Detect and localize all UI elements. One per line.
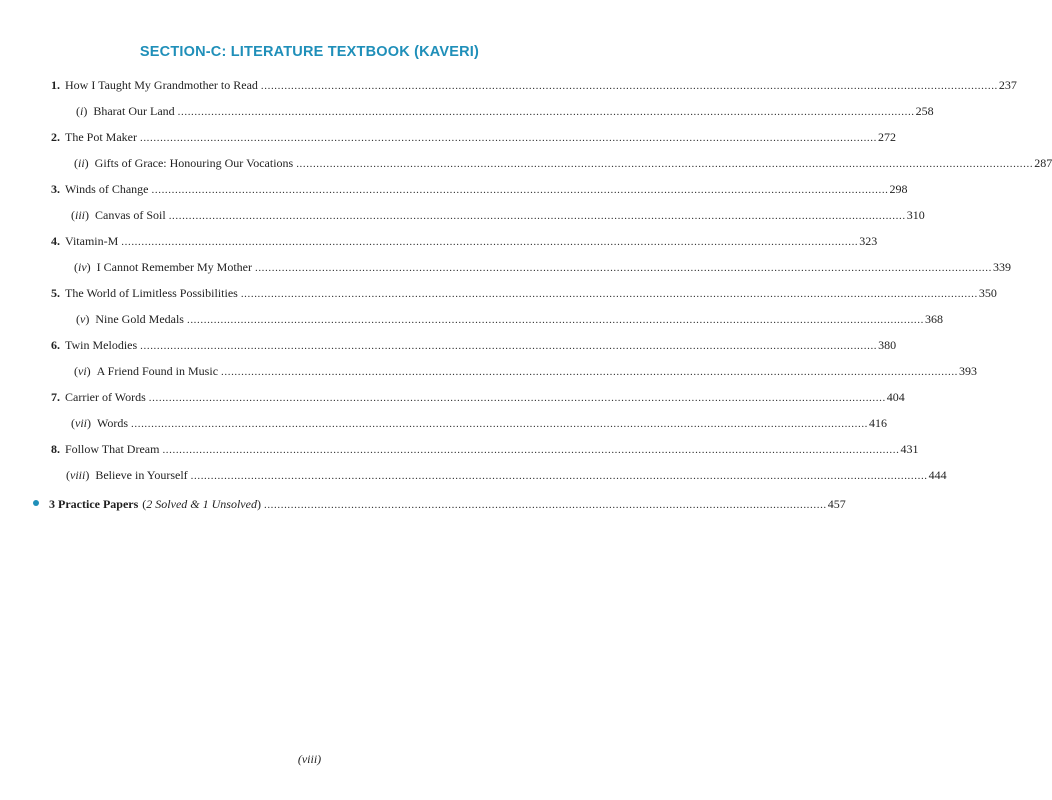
dot-leader: ............................................................................................................................................................................................................................ xyxy=(162,444,900,456)
section-title: SECTION-C: LITERATURE TEXTBOOK (KAVERI) xyxy=(139,44,480,60)
toc-entry[interactable] xyxy=(51,181,908,197)
dot-leader: ............................................................................................................................................................................................................................ xyxy=(139,132,877,144)
entry-title: Canvas of Soil xyxy=(95,208,166,222)
page-number: 416 xyxy=(869,416,888,430)
entry-title: Words xyxy=(97,416,129,430)
entry-roman-numeral: (vi) xyxy=(74,364,91,378)
entry-number: 3. xyxy=(51,182,60,196)
dot-leader: ............................................................................................................................................................................................................................ xyxy=(186,314,924,326)
toc-entry[interactable] xyxy=(74,155,1052,171)
dot-leader: ............................................................................................................................................................................................................................ xyxy=(296,158,1034,170)
toc-entry[interactable] xyxy=(51,285,997,301)
toc-entry[interactable] xyxy=(74,259,1011,275)
entry-number: 1. xyxy=(51,78,60,92)
toc-entry[interactable] xyxy=(76,311,943,327)
toc-entry-practice-papers[interactable] xyxy=(49,496,846,512)
entry-title: Twin Melodies xyxy=(65,338,138,352)
page-number: 272 xyxy=(877,130,896,144)
entry-roman-numeral: (i) xyxy=(76,104,88,118)
toc-entry[interactable] xyxy=(66,467,947,483)
entry-title: The World of Limitless Possibilities xyxy=(65,286,238,300)
toc-entry[interactable] xyxy=(51,389,905,405)
toc-entry[interactable] xyxy=(51,129,896,145)
entry-title: How I Taught My Grandmother to Read xyxy=(65,78,258,92)
dot-leader: ............................................................................................................................................................................................................................ xyxy=(177,106,915,118)
entry-number: 5. xyxy=(51,286,60,300)
page-number: 380 xyxy=(878,338,897,352)
entry-title: Gifts of Grace: Honouring Our Vocations xyxy=(94,156,294,170)
dot-leader: ........................................................................................................................................................................ xyxy=(263,499,827,511)
entry-title: Carrier of Words xyxy=(65,390,146,404)
dot-leader: ............................................................................................................................................................................................................................ xyxy=(240,288,978,300)
page-number: 404 xyxy=(886,390,905,404)
page-number: 457 xyxy=(827,497,846,511)
page-number: 323 xyxy=(859,234,878,248)
entry-roman-numeral: (iii) xyxy=(71,208,90,222)
dot-leader: ............................................................................................................................................................................................................................ xyxy=(221,366,959,378)
entry-number: 2. xyxy=(51,130,60,144)
entry-number: 6. xyxy=(51,338,60,352)
toc-entry[interactable] xyxy=(51,441,919,457)
dot-leader: ............................................................................................................................................................................................................................ xyxy=(168,210,906,222)
page-number: 237 xyxy=(998,78,1017,92)
page-number: 258 xyxy=(915,104,934,118)
dot-leader: ............................................................................................................................................................................................................................ xyxy=(148,392,886,404)
entry-title: Bharat Our Land xyxy=(93,104,175,118)
entry-title: I Cannot Remember My Mother xyxy=(96,260,252,274)
practice-papers-label: 3 Practice Papers xyxy=(49,497,139,511)
toc-entry[interactable] xyxy=(71,415,888,431)
entry-title: Follow That Dream xyxy=(65,442,160,456)
entry-title: Nine Gold Medals xyxy=(95,312,184,326)
entry-title: The Pot Maker xyxy=(65,130,137,144)
practice-papers-detail: (2 Solved & 1 Unsolved) xyxy=(142,497,261,511)
page-number: 368 xyxy=(924,312,943,326)
toc-entry[interactable] xyxy=(76,103,934,119)
entry-roman-numeral: (v) xyxy=(76,312,90,326)
toc-entry[interactable] xyxy=(51,233,878,249)
entry-number: 8. xyxy=(51,442,60,456)
page-number: 444 xyxy=(928,468,947,482)
page-number: 339 xyxy=(992,260,1011,274)
page-number: 310 xyxy=(906,208,925,222)
toc-entry[interactable] xyxy=(51,77,1017,93)
entry-roman-numeral: (ii) xyxy=(74,156,89,170)
entry-title: A Friend Found in Music xyxy=(96,364,219,378)
dot-leader: ............................................................................................................................................................................................................................ xyxy=(140,340,878,352)
page-number: 298 xyxy=(889,182,908,196)
bullet-icon xyxy=(33,500,39,506)
entry-roman-numeral: (iv) xyxy=(74,260,91,274)
entry-number: 4. xyxy=(51,234,60,248)
entry-roman-numeral: (viii) xyxy=(66,468,90,482)
toc-entry[interactable] xyxy=(71,207,925,223)
dot-leader: ............................................................................................................................................................................................................................ xyxy=(254,262,992,274)
dot-leader: ............................................................................................................................................................................................................................ xyxy=(121,236,859,248)
entry-roman-numeral: (vii) xyxy=(71,416,91,430)
page-number: 287 xyxy=(1034,156,1052,170)
toc-entry[interactable] xyxy=(51,337,897,353)
dot-leader: ............................................................................................................................................................................................................................ xyxy=(190,470,928,482)
toc-entry[interactable] xyxy=(74,363,978,379)
dot-leader: ............................................................................................................................................................................................................................ xyxy=(131,418,869,430)
entry-title: Believe in Yourself xyxy=(95,468,188,482)
dot-leader: ............................................................................................................................................................................................................................ xyxy=(151,184,889,196)
page-number: 393 xyxy=(959,364,978,378)
entry-title: Vitamin-M xyxy=(65,234,119,248)
page-folio: (viii) xyxy=(297,752,322,766)
page-number: 431 xyxy=(900,442,919,456)
entry-title: Winds of Change xyxy=(65,182,149,196)
dot-leader: ............................................................................................................................................................................................................................ xyxy=(260,80,998,92)
entry-number: 7. xyxy=(51,390,60,404)
page-number: 350 xyxy=(978,286,997,300)
